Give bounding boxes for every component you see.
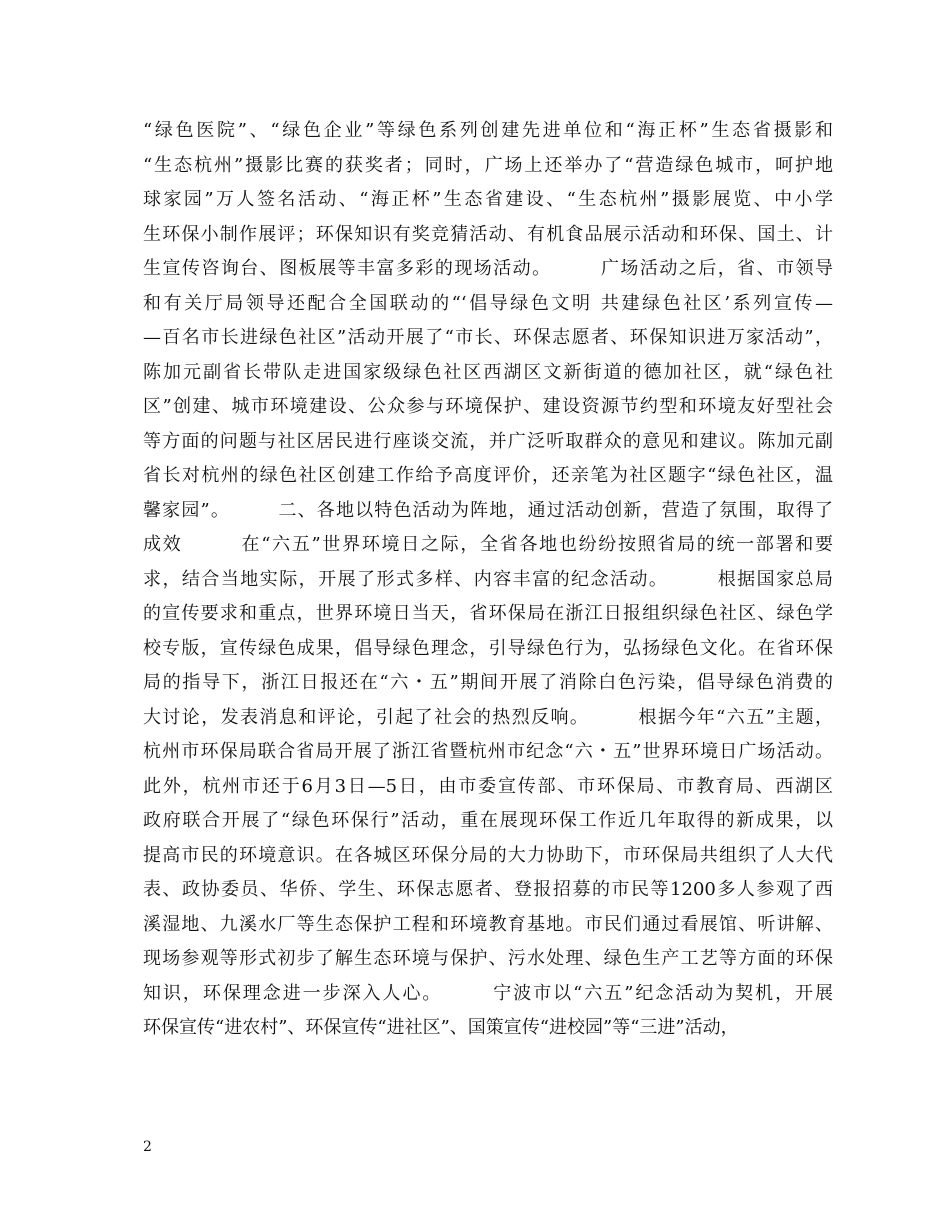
- text-line: —百名市长进绿色社区”活动开展了“市长、环保志愿者、环保知识进万家活动”，: [143, 327, 833, 348]
- text-line: “生态杭州”摄影比赛的获奖者；同时，广场上还举办了“营造绿色城市，呵护地: [143, 154, 833, 176]
- text-line: 求，结合当地实际，开展了形式多样、内容丰富的纪念活动。 根据国家总局: [143, 568, 833, 590]
- text-line: 等方面的问题与社区居民进行座谈交流，并广泛听取群众的意见和建议。陈加元副: [143, 430, 833, 452]
- text-line: 环保宣传“进农村”、环保宣传“进社区”、国策宣传“进校园”等“三进”活动，: [143, 1017, 739, 1038]
- text-line: 生宣传咨询台、图板展等丰富多彩的现场活动。 广场活动之后，省、市领导: [143, 258, 833, 279]
- text-line: 球家园”万人签名活动、“海正杯”生态省建设、“生态杭州”摄影展览、中小学: [143, 189, 833, 210]
- text-line: 省长对杭州的绿色社区创建工作给予高度评价，还亲笔为社区题字“绿色社区，温: [143, 465, 833, 486]
- text-line: 区”创建、城市环境建设、公众参与环境保护、建设资源节约型和环境友好型社会: [143, 396, 833, 417]
- text-line: 校专版，宣传绿色成果，倡导绿色理念，引导绿色行为，弘扬绿色文化。在省环保: [143, 637, 833, 659]
- text-line: 和有关厅局领导还配合全国联动的“‘倡导绿色文明 共建绿色社区’系列宣传—: [143, 292, 833, 314]
- body-text: [143, 114, 833, 1046]
- text-line: 表、政协委员、华侨、学生、环保志愿者、登报招募的市民等1200多人参观了西: [143, 879, 833, 900]
- page-number: 2: [143, 1139, 152, 1155]
- text-line: 馨家园”。 二、各地以特色活动为阵地，通过活动创新，营造了氛围，取得了: [143, 499, 833, 521]
- text-line: 政府联合开展了“绿色环保行”活动，重在展现环保工作近几年取得的新成果，以: [143, 810, 833, 831]
- text-line: 杭州市环保局联合省局开展了浙江省暨杭州市纪念“六・五”世界环境日广场活动。: [143, 741, 833, 762]
- text-line: 溪湿地、九溪水厂等生态保护工程和环境教育基地。市民们通过看展馆、听讲解、: [143, 913, 833, 935]
- text-line: 知识，环保理念进一步深入人心。 宁波市以“六五”纪念活动为契机，开展: [143, 982, 833, 1004]
- text-line: 成效 在“六五”世界环境日之际，全省各地也纷纷按照省局的统一部署和要: [143, 534, 833, 555]
- text-line: 此外，杭州市还于6月3日—5日，由市委宣传部、市环保局、市教育局、西湖区: [143, 775, 833, 797]
- text-line: 提高市民的环境意识。在各城区环保分局的大力协助下，市环保局共组织了人大代: [143, 844, 833, 866]
- text-line: 陈加元副省长带队走进国家级绿色社区西湖区文新街道的德加社区，就“绿色社: [143, 361, 833, 383]
- text-line: 现场参观等形式初步了解生态环境与保护、污水处理、绿色生产工艺等方面的环保: [143, 948, 833, 969]
- text-line: 局的指导下，浙江日报还在“六・五”期间开展了消除白色污染，倡导绿色消费的: [143, 672, 833, 693]
- text-line: 的宣传要求和重点，世界环境日当天，省环保局在浙江日报组织绿色社区、绿色学: [143, 603, 833, 624]
- text-line: 生环保小制作展评；环保知识有奖竞猜活动、有机食品展示活动和环保、国土、计: [143, 223, 833, 245]
- text-line: “绿色医院”、“绿色企业”等绿色系列创建先进单位和“海正杯”生态省摄影和: [143, 120, 833, 141]
- text-line: 大讨论，发表消息和评论，引起了社会的热烈反响。 根据今年“六五”主题，: [143, 706, 833, 728]
